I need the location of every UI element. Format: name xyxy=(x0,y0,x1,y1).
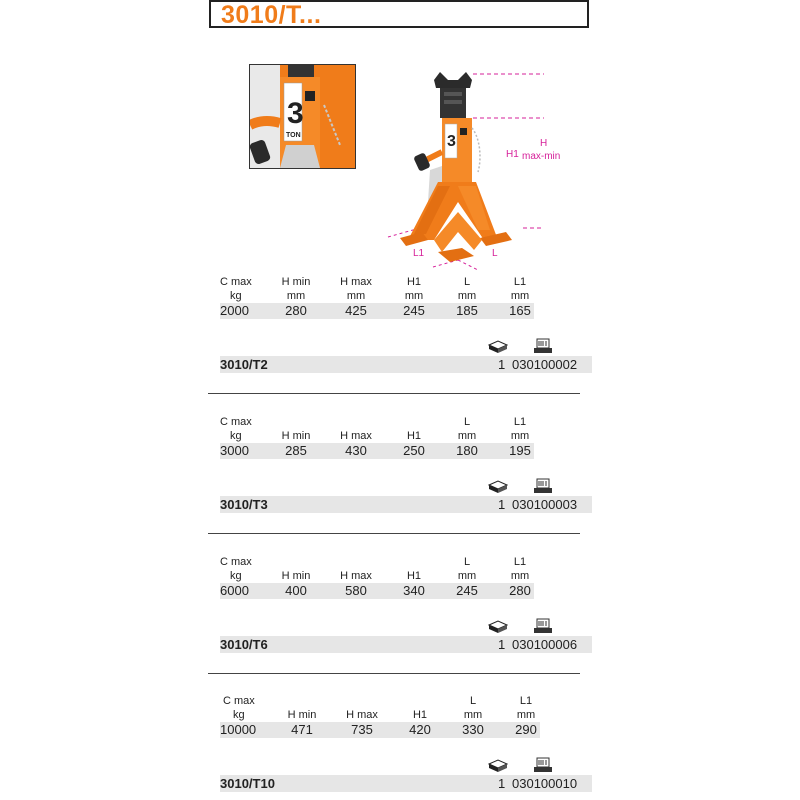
header-mm: mm xyxy=(404,290,424,302)
svg-text:3: 3 xyxy=(447,133,456,150)
header-mm: mm xyxy=(510,570,530,582)
product-ean: 030100006 xyxy=(512,637,578,652)
barcode-icon xyxy=(534,478,552,494)
barcode-icon xyxy=(534,618,552,634)
product-ean: 030100002 xyxy=(512,357,578,372)
value-l: 330 xyxy=(462,722,484,737)
header-mm: mm xyxy=(516,709,536,721)
separator xyxy=(208,393,580,394)
value-hmax: 580 xyxy=(345,583,367,598)
product-qty: 1 xyxy=(498,637,506,652)
separator xyxy=(208,673,580,674)
code-row xyxy=(220,356,592,373)
header-l1: L1 xyxy=(519,695,533,707)
page-title: 3010/T... xyxy=(221,1,322,29)
header-l1: L1 xyxy=(513,416,527,428)
value-hmin: 285 xyxy=(285,443,307,458)
value-hmax: 425 xyxy=(345,303,367,318)
value-l1: 290 xyxy=(515,722,537,737)
value-hmax: 735 xyxy=(351,722,373,737)
value-l: 185 xyxy=(456,303,478,318)
value-l: 245 xyxy=(456,583,478,598)
values-row xyxy=(220,443,534,459)
header-hmin: H min xyxy=(281,276,311,288)
header-mm: mm xyxy=(286,290,306,302)
l1-label: L1 xyxy=(413,248,425,259)
header-kg: kg xyxy=(230,290,242,302)
product-qty: 1 xyxy=(498,357,506,372)
header-mm: mm xyxy=(510,290,530,302)
value-hmin: 400 xyxy=(285,583,307,598)
jack-stand-diagram xyxy=(378,62,578,277)
value-h1: 250 xyxy=(403,443,425,458)
header-h1: H1 xyxy=(406,430,422,442)
header-kg: kg xyxy=(230,570,242,582)
photo-ton: TON xyxy=(286,132,301,139)
header-l: L xyxy=(463,276,471,288)
value-l1: 195 xyxy=(509,443,531,458)
header-hmax: H max xyxy=(340,276,372,288)
header-h1: H1 xyxy=(412,709,428,721)
value-cmax: 3000 xyxy=(220,443,249,458)
product-code: 3010/T6 xyxy=(220,637,268,652)
code-row xyxy=(220,496,592,513)
header-hmax: H max xyxy=(340,570,372,582)
header-mm: mm xyxy=(463,709,483,721)
header-kg: kg xyxy=(230,430,242,442)
header-cmax: C max xyxy=(223,695,255,707)
header-h1: H1 xyxy=(406,570,422,582)
package-icon xyxy=(488,759,508,773)
header-l: L xyxy=(469,695,477,707)
product-qty: 1 xyxy=(498,776,506,791)
product-code: 3010/T2 xyxy=(220,357,268,372)
values-row xyxy=(220,303,534,319)
product-ean: 030100010 xyxy=(512,776,578,791)
product-code: 3010/T3 xyxy=(220,497,268,512)
value-cmax: 10000 xyxy=(220,722,257,737)
barcode-icon xyxy=(534,338,552,354)
value-hmax: 430 xyxy=(345,443,367,458)
header-l: L xyxy=(463,416,471,428)
code-row xyxy=(220,775,592,792)
value-l1: 165 xyxy=(509,303,531,318)
l-label: L xyxy=(492,248,498,259)
package-icon xyxy=(488,480,508,494)
header-cmax: C max xyxy=(220,556,252,568)
header-hmin: H min xyxy=(281,430,311,442)
value-h1: 420 xyxy=(409,722,431,737)
header-mm: mm xyxy=(457,290,477,302)
package-icon xyxy=(488,340,508,354)
photo-number: 3 xyxy=(287,97,304,130)
header-h1: H1 xyxy=(406,276,422,288)
h1-label: H1 xyxy=(506,149,519,160)
value-hmin: 280 xyxy=(285,303,307,318)
header-mm: mm xyxy=(457,430,477,442)
product-qty: 1 xyxy=(498,497,506,512)
value-cmax: 6000 xyxy=(220,583,249,598)
h-label: H xyxy=(540,138,548,149)
barcode-icon xyxy=(534,757,552,773)
header-hmin: H min xyxy=(287,709,317,721)
values-row xyxy=(220,722,540,738)
header-hmax: H max xyxy=(340,430,372,442)
value-h1: 245 xyxy=(403,303,425,318)
value-cmax: 2000 xyxy=(220,303,249,318)
header-mm: mm xyxy=(457,570,477,582)
code-row xyxy=(220,636,592,653)
values-row xyxy=(220,583,534,599)
header-mm: mm xyxy=(346,290,366,302)
header-hmin: H min xyxy=(281,570,311,582)
header-cmax: C max xyxy=(220,416,252,428)
closeup-photo xyxy=(249,64,356,169)
header-l: L xyxy=(463,556,471,568)
header-l1: L1 xyxy=(513,276,527,288)
header-hmax: H max xyxy=(346,709,378,721)
product-code: 3010/T10 xyxy=(220,776,275,791)
header-cmax: C max xyxy=(220,276,252,288)
h-sub-label: max-min xyxy=(522,151,561,162)
header-mm: mm xyxy=(510,430,530,442)
value-l1: 280 xyxy=(509,583,531,598)
value-h1: 340 xyxy=(403,583,425,598)
separator xyxy=(208,533,580,534)
value-l: 180 xyxy=(456,443,478,458)
header-l1: L1 xyxy=(513,556,527,568)
value-hmin: 471 xyxy=(291,722,313,737)
package-icon xyxy=(488,620,508,634)
product-ean: 030100003 xyxy=(512,497,578,512)
title-box xyxy=(209,0,589,28)
header-kg: kg xyxy=(233,709,245,721)
